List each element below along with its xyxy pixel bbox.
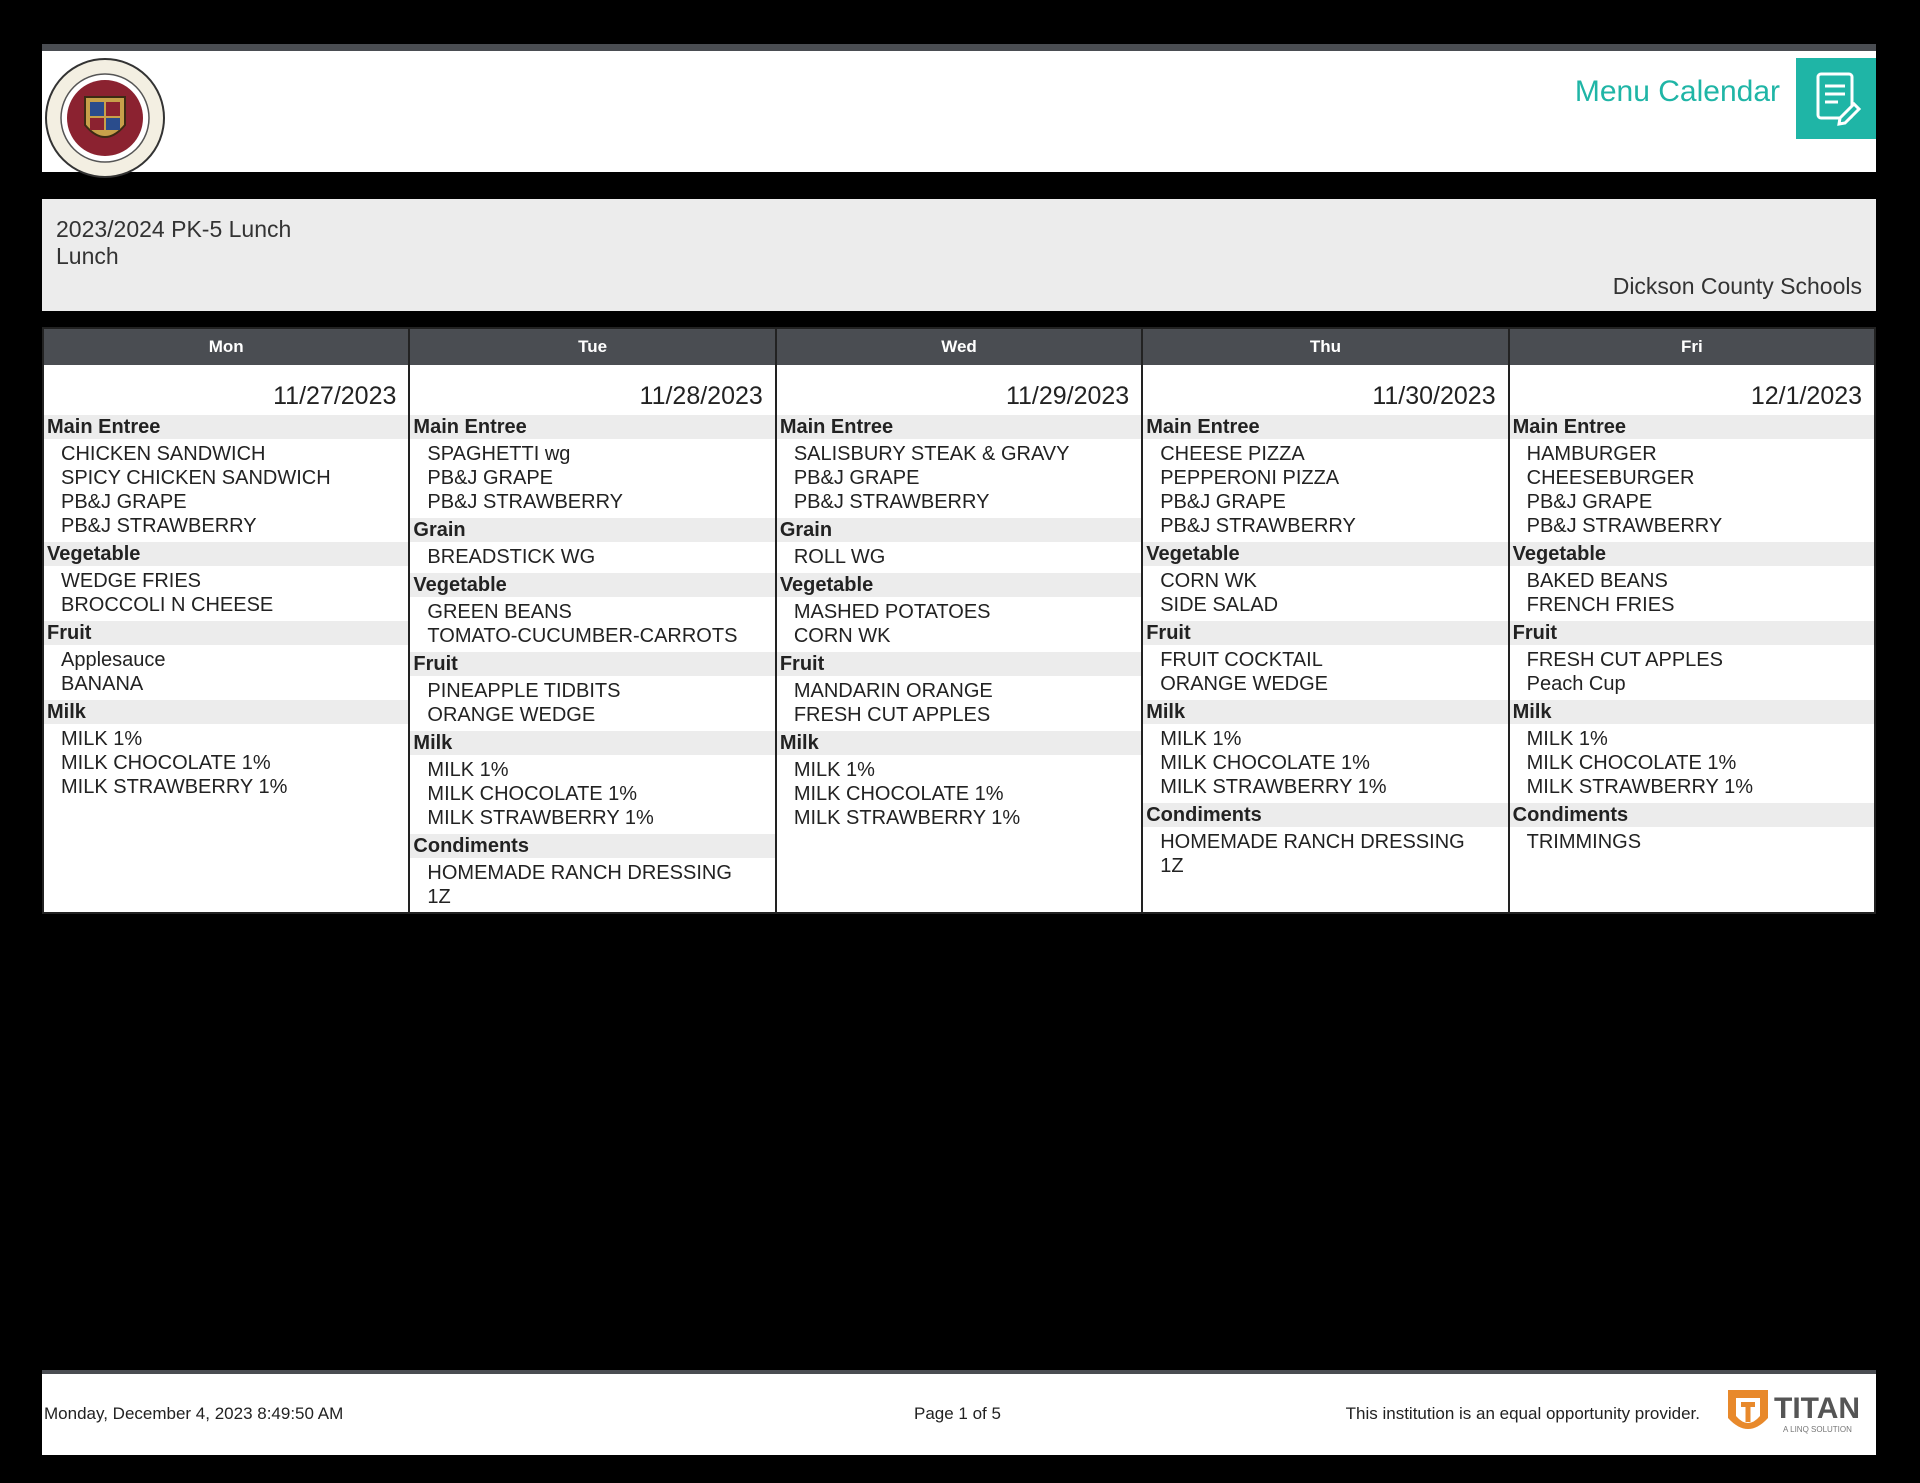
- menu-item: MILK 1%: [427, 759, 509, 781]
- menu-item: ORANGE WEDGE: [1160, 673, 1329, 695]
- category-items: [1143, 439, 1507, 540]
- category-label: Condiments: [410, 834, 774, 858]
- category-items: [44, 566, 408, 619]
- category-items: [1510, 566, 1874, 619]
- menu-item: SIDE SALAD: [1160, 594, 1279, 616]
- menu-item: MANDARIN ORANGE: [793, 680, 993, 702]
- menu-item: MILK CHOCOLATE 1%: [1526, 752, 1737, 774]
- category-items: [410, 439, 774, 516]
- page-number: Page 1 of 5: [914, 1404, 1001, 1423]
- menu-item: PB&J STRAWBERRY: [793, 491, 990, 513]
- category-label: Fruit: [44, 621, 408, 645]
- menu-item: SPICY CHICKEN SANDWICH: [61, 467, 331, 489]
- category-label: Main Entree: [777, 415, 1141, 439]
- category-label: Fruit: [777, 652, 1141, 676]
- category-label: Condiments: [1143, 803, 1507, 827]
- menu-item: PEPPERONI PIZZA: [1160, 467, 1340, 489]
- menu-item: BANANA: [61, 673, 144, 695]
- menu-item: BAKED BEANS: [1526, 570, 1668, 592]
- category-items: [1510, 439, 1874, 540]
- day-header: Thu: [1143, 329, 1507, 365]
- meal-type: Lunch: [56, 243, 119, 269]
- category-label: Milk: [410, 731, 774, 755]
- menu-item: CHICKEN SANDWICH: [61, 443, 266, 465]
- category-label: Milk: [44, 700, 408, 724]
- menu-item: MILK CHOCOLATE 1%: [61, 752, 271, 774]
- menu-info-panel: [42, 199, 1876, 311]
- menu-item: FRESH CUT APPLES: [1526, 649, 1723, 671]
- category-items: [1143, 645, 1507, 698]
- menu-item: ROLL WG: [793, 546, 886, 568]
- menu-item: PB&J GRAPE: [793, 467, 920, 489]
- menu-item: PINEAPPLE TIDBITS: [427, 680, 621, 702]
- day-date: 11/30/2023: [1372, 382, 1496, 410]
- menu-item: CORN WK: [1160, 570, 1257, 592]
- menu-item: 1Z: [1160, 855, 1184, 877]
- category-items: [44, 645, 408, 698]
- category-items: [1510, 724, 1874, 801]
- category-label: Main Entree: [1510, 415, 1874, 439]
- menu-item: MILK CHOCOLATE 1%: [793, 783, 1004, 805]
- menu-item: HAMBURGER: [1526, 443, 1657, 465]
- menu-item: PB&J STRAWBERRY: [1160, 515, 1356, 537]
- category-items: [44, 724, 408, 801]
- category-label: Milk: [1143, 700, 1507, 724]
- category-label: Main Entree: [410, 415, 774, 439]
- menu-item: SPAGHETTI wg: [427, 443, 571, 465]
- menu-name: 2023/2024 PK-5 Lunch: [56, 216, 292, 242]
- school-seal-logo: [44, 57, 166, 179]
- category-items: [410, 542, 774, 571]
- menu-calendar-title: Menu Calendar: [1574, 75, 1780, 108]
- menu-item: MILK CHOCOLATE 1%: [1160, 752, 1370, 774]
- day-date: 12/1/2023: [1750, 382, 1863, 410]
- report-header: [42, 44, 1876, 172]
- category-items: [410, 676, 774, 729]
- day-column-fri: [1510, 329, 1874, 912]
- menu-item: BREADSTICK WG: [427, 546, 596, 568]
- menu-item: PB&J STRAWBERRY: [61, 515, 257, 537]
- day-date: 11/27/2023: [273, 382, 397, 410]
- category-items: [1143, 724, 1507, 801]
- category-items: [410, 858, 774, 911]
- menu-item: HOMEMADE RANCH DRESSING: [427, 862, 732, 884]
- category-label: Fruit: [1143, 621, 1507, 645]
- menu-item: MILK STRAWBERRY 1%: [1160, 776, 1387, 798]
- day-column-mon: [44, 329, 410, 912]
- organization-name: Dickson County Schools: [1612, 273, 1862, 299]
- menu-document-icon: [1796, 58, 1876, 139]
- category-label: Condiments: [1510, 803, 1874, 827]
- category-label: Main Entree: [44, 415, 408, 439]
- category-label: Vegetable: [1143, 542, 1507, 566]
- category-label: Fruit: [410, 652, 774, 676]
- category-items: [777, 597, 1141, 650]
- menu-item: CORN WK: [793, 625, 891, 647]
- category-label: Main Entree: [1143, 415, 1507, 439]
- category-items: [44, 439, 408, 540]
- day-column-thu: [1143, 329, 1509, 912]
- menu-item: CHEESEBURGER: [1526, 467, 1695, 489]
- menu-item: BROCCOLI N CHEESE: [61, 594, 274, 616]
- category-label: Milk: [1510, 700, 1874, 724]
- menu-item: SALISBURY STEAK & GRAVY: [793, 443, 1070, 465]
- category-items: [777, 542, 1141, 571]
- menu-item: FRUIT COCKTAIL: [1160, 649, 1323, 671]
- menu-item: PB&J GRAPE: [61, 491, 187, 513]
- category-label: Vegetable: [410, 573, 774, 597]
- day-column-wed: [777, 329, 1143, 912]
- menu-item: HOMEMADE RANCH DRESSING: [1160, 831, 1465, 853]
- menu-item: PB&J STRAWBERRY: [427, 491, 624, 513]
- menu-item: MILK STRAWBERRY 1%: [793, 807, 1021, 829]
- svg-text:TITAN: TITAN: [1774, 1392, 1861, 1425]
- svg-text:A LINQ SOLUTION: A LINQ SOLUTION: [1783, 1425, 1852, 1434]
- menu-item: GREEN BEANS: [427, 601, 572, 623]
- category-label: Milk: [777, 731, 1141, 755]
- category-items: [1143, 827, 1507, 880]
- day-header: Wed: [777, 329, 1141, 365]
- category-label: Fruit: [1510, 621, 1874, 645]
- titan-logo: [1726, 1382, 1876, 1442]
- menu-item: MILK STRAWBERRY 1%: [61, 776, 288, 798]
- menu-item: PB&J STRAWBERRY: [1526, 515, 1723, 537]
- menu-item: 1Z: [427, 886, 451, 908]
- category-items: [1510, 827, 1874, 856]
- menu-calendar-grid: [42, 327, 1876, 914]
- category-items: [1143, 566, 1507, 619]
- category-items: [777, 676, 1141, 729]
- menu-item: FRENCH FRIES: [1526, 594, 1675, 616]
- menu-item: Peach Cup: [1526, 673, 1626, 695]
- report-footer: [42, 1370, 1876, 1455]
- menu-item: MILK 1%: [793, 759, 875, 781]
- menu-item: MILK STRAWBERRY 1%: [1526, 776, 1753, 798]
- category-items: [777, 755, 1141, 832]
- day-header: Fri: [1510, 329, 1874, 365]
- category-label: Grain: [410, 518, 774, 542]
- menu-item: Applesauce: [61, 649, 166, 671]
- category-items: [1510, 645, 1874, 698]
- menu-item: MILK 1%: [1160, 728, 1242, 750]
- menu-item: PB&J GRAPE: [1526, 491, 1653, 513]
- day-column-tue: [410, 329, 776, 912]
- category-label: Vegetable: [1510, 542, 1874, 566]
- menu-item: MILK 1%: [1526, 728, 1608, 750]
- category-label: Grain: [777, 518, 1141, 542]
- category-label: Vegetable: [44, 542, 408, 566]
- menu-item: TOMATO-CUCUMBER-CARROTS: [427, 625, 738, 647]
- category-items: [410, 597, 774, 650]
- category-label: Vegetable: [777, 573, 1141, 597]
- category-items: [410, 755, 774, 832]
- menu-item: MILK STRAWBERRY 1%: [427, 807, 654, 829]
- day-header: Tue: [410, 329, 774, 365]
- menu-item: MILK 1%: [61, 728, 143, 750]
- day-header: Mon: [44, 329, 408, 365]
- menu-item: TRIMMINGS: [1526, 831, 1642, 853]
- category-items: [777, 439, 1141, 516]
- menu-item: MILK CHOCOLATE 1%: [427, 783, 638, 805]
- equal-opportunity-notice: This institution is an equal opportunity provider.: [1345, 1404, 1700, 1423]
- menu-item: CHEESE PIZZA: [1160, 443, 1305, 465]
- menu-item: PB&J GRAPE: [427, 467, 554, 489]
- print-timestamp: Monday, December 4, 2023 8:49:50 AM: [44, 1404, 344, 1423]
- day-date: 11/28/2023: [639, 382, 763, 410]
- day-date: 11/29/2023: [1005, 382, 1130, 410]
- menu-item: WEDGE FRIES: [61, 570, 202, 592]
- menu-item: ORANGE WEDGE: [427, 704, 596, 726]
- menu-item: PB&J GRAPE: [1160, 491, 1286, 513]
- menu-item: MASHED POTATOES: [793, 601, 991, 623]
- menu-item: FRESH CUT APPLES: [793, 704, 991, 726]
